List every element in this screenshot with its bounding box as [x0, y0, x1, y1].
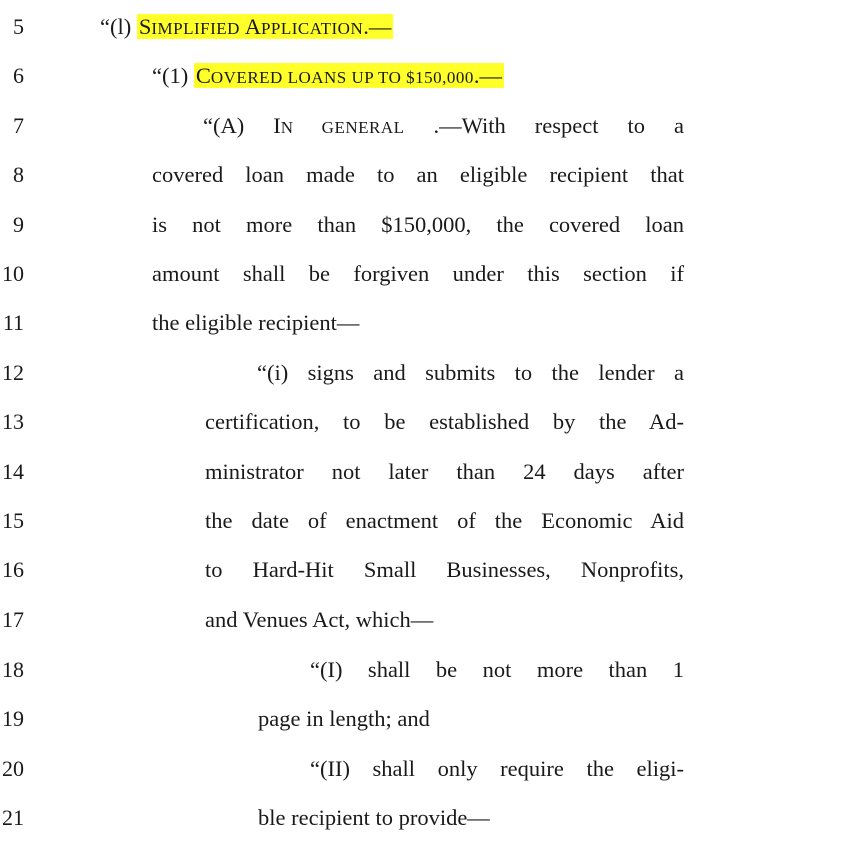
line-number: 13: [2, 409, 24, 434]
document-line: [0, 655, 841, 704]
line-text: the eligible recipient—: [152, 310, 360, 335]
line-number: 11: [2, 310, 24, 335]
line-number: 7: [13, 113, 24, 138]
line-number: 8: [13, 162, 24, 187]
document-line: [0, 555, 841, 604]
line-number: 16: [2, 557, 24, 582]
line-number: 12: [2, 360, 24, 385]
line-text: and Venues Act, which—: [205, 607, 434, 632]
line-number: 10: [2, 261, 24, 286]
line-text: “(II) shall only require the eligi-: [310, 756, 684, 781]
line-text: covered loan made to an eligible recipient that: [152, 162, 684, 187]
paragraph-marker: “(l): [100, 14, 137, 39]
line-number: 9: [13, 212, 24, 237]
document-line: [0, 605, 841, 654]
line-text: certification, to be established by the Ad-: [205, 409, 684, 434]
line-number: 19: [2, 706, 24, 731]
line-text: [152, 61, 504, 93]
document-line: [0, 704, 841, 753]
document-line: [0, 754, 841, 803]
line-text: “(A) IN GENERAL .—With respect to a: [203, 113, 684, 138]
line-number: 6: [13, 63, 24, 88]
line-number: 21: [2, 805, 24, 830]
line-number: 20: [2, 756, 24, 781]
document-line: [0, 61, 841, 110]
line-text: [100, 12, 393, 44]
document-line: [0, 358, 841, 407]
line-text: to Hard-Hit Small Businesses, Nonprofits,: [205, 557, 684, 582]
line-text: the date of enactment of the Economic Aid: [205, 508, 684, 533]
line-text: page in length; and: [258, 706, 430, 731]
line-number: 18: [2, 657, 24, 682]
line-text: ble recipient to provide—: [258, 805, 490, 830]
line-text: amount shall be forgiven under this section if: [152, 261, 684, 286]
document-line: [0, 210, 841, 259]
document-line: [0, 407, 841, 456]
document-line: [0, 457, 841, 506]
document-line: [0, 111, 841, 160]
line-text: ministrator not later than 24 days after: [205, 459, 684, 484]
document-line: [0, 259, 841, 308]
document-line: [0, 12, 841, 61]
line-number: 5: [13, 14, 24, 39]
document-line: [0, 506, 841, 555]
document-line: [0, 803, 841, 852]
line-number: 15: [2, 508, 24, 533]
line-text: is not more than $150,000, the covered loan: [152, 212, 684, 237]
line-text: “(I) shall be not more than 1: [310, 657, 684, 682]
document-line: [0, 160, 841, 209]
line-number: 14: [2, 459, 24, 484]
document-line: [0, 308, 841, 357]
highlighted-heading: COVERED LOANS UP TO $150,000.—: [195, 63, 503, 88]
line-text: “(i) signs and submits to the lender a: [257, 360, 684, 385]
paragraph-marker: “(1): [152, 63, 194, 88]
highlighted-heading: SIMPLIFIED APPLICATION.—: [138, 14, 392, 39]
line-number: 17: [2, 607, 24, 632]
